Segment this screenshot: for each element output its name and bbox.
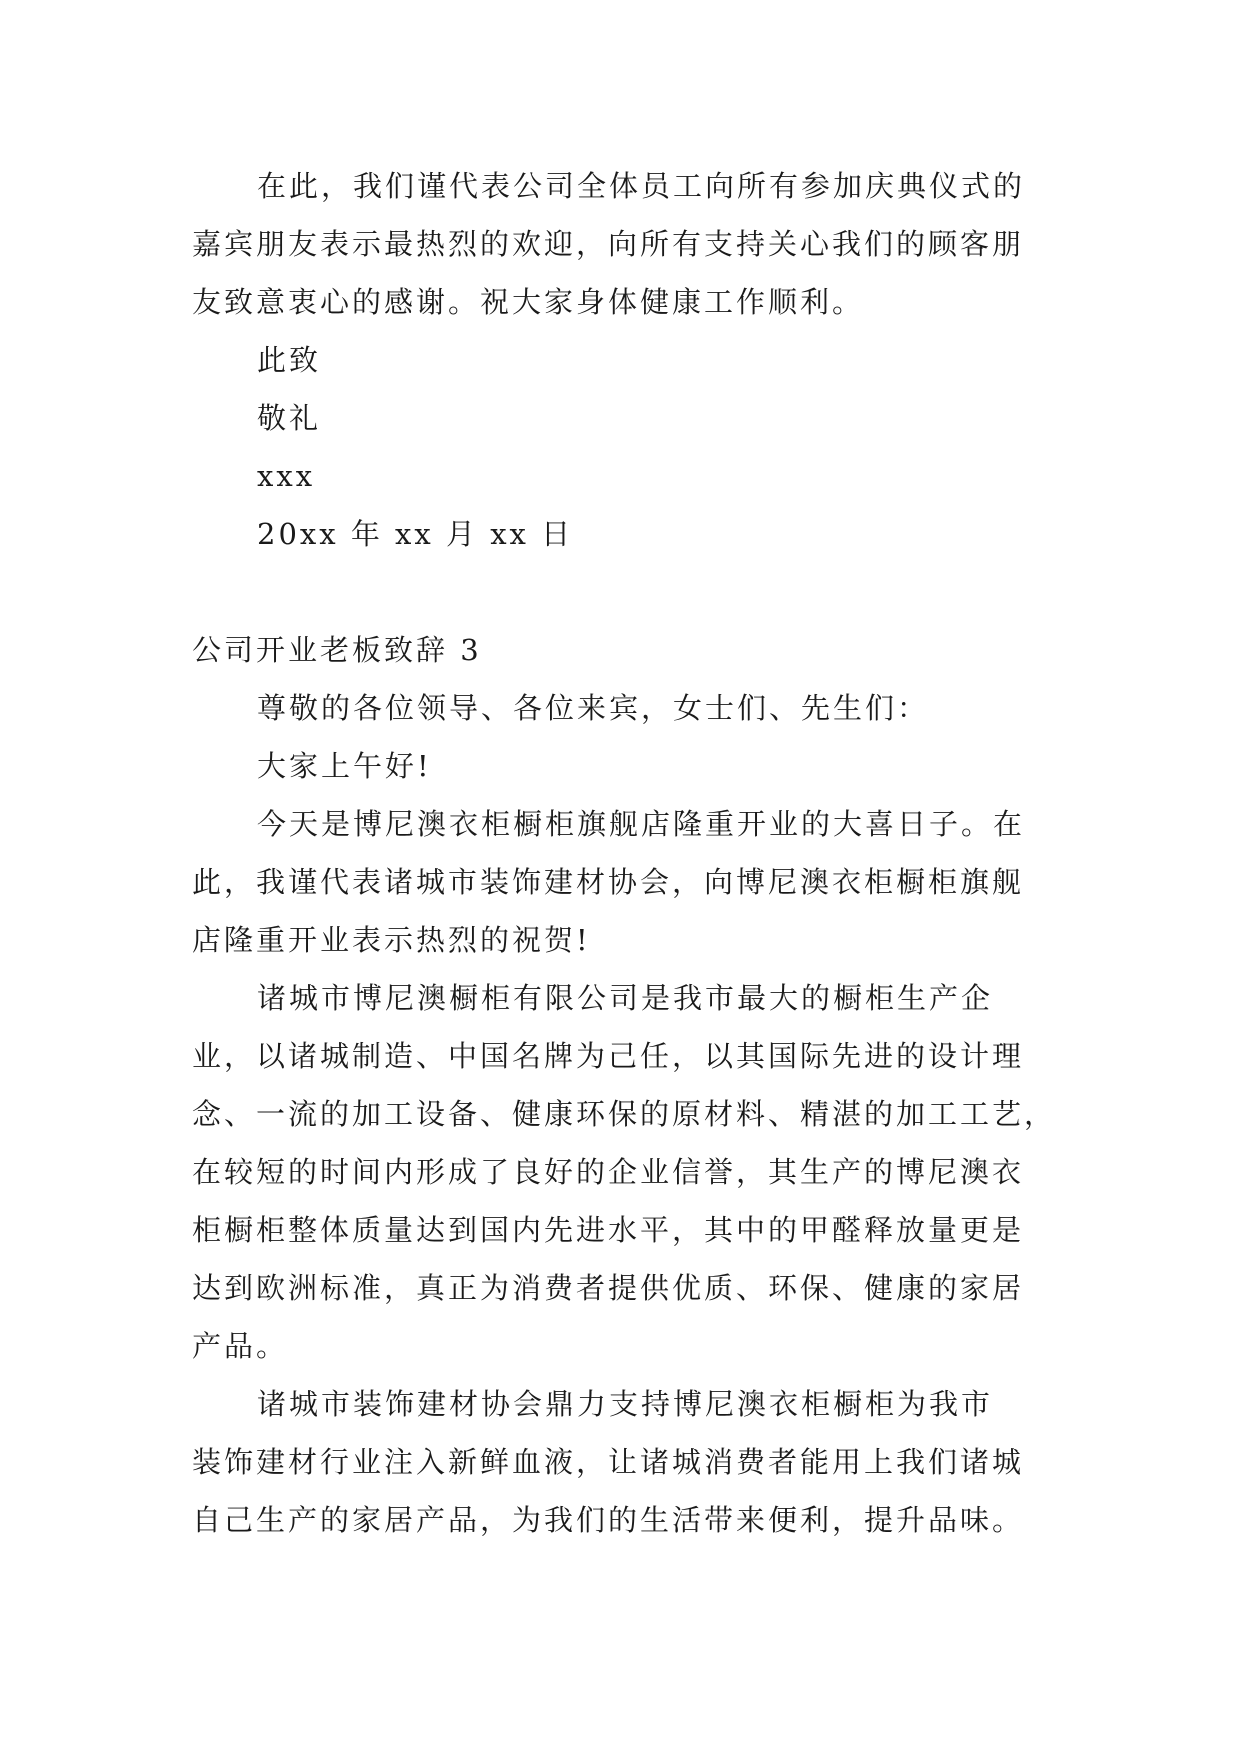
paragraph-line: 自己生产的家居产品，为我们的生活带来便利，提升品味。 [192, 1503, 1025, 1537]
paragraph-line: 产品。 [192, 1329, 289, 1363]
paragraph-line: 业，以诸城制造、中国名牌为己任，以其国际先进的设计理 [192, 1039, 1025, 1073]
paragraph-line: 诸城市博尼澳橱柜有限公司是我市最大的橱柜生产企 [257, 981, 994, 1015]
paragraph-line: 嘉宾朋友表示最热烈的欢迎，向所有支持关心我们的顾客朋 [192, 227, 1025, 261]
paragraph-line: 达到欧洲标准，真正为消费者提供优质、环保、健康的家居 [192, 1271, 1025, 1305]
paragraph-line: 念、一流的加工设备、健康环保的原材料、精湛的加工工艺， [192, 1097, 1057, 1131]
paragraph-line: 诸城市装饰建材协会鼎力支持博尼澳衣柜橱柜为我市 [257, 1387, 994, 1421]
paragraph-line: 在较短的时间内形成了良好的企业信誉，其生产的博尼澳衣 [192, 1155, 1025, 1189]
paragraph-line: 今天是博尼澳衣柜橱柜旗舰店隆重开业的大喜日子。在 [257, 807, 1026, 841]
section-title: 公司开业老板致辞 3 [192, 633, 482, 667]
salutation: 尊敬的各位领导、各位来宾，女士们、先生们： [257, 691, 930, 725]
paragraph-line: 店隆重开业表示热烈的祝贺! [192, 923, 591, 957]
paragraph-line: 柜橱柜整体质量达到国内先进水平，其中的甲醛释放量更是 [192, 1213, 1025, 1247]
date-line: 20xx 年 xx 月 xx 日 [257, 517, 574, 551]
closing-line: 敬礼 [257, 401, 322, 435]
paragraph-line: 此，我谨代表诸城市装饰建材协会，向博尼澳衣柜橱柜旗舰 [192, 865, 1025, 899]
greeting: 大家上午好! [257, 749, 432, 783]
paragraph-line: 友致意衷心的感谢。祝大家身体健康工作顺利。 [192, 285, 865, 319]
signature: xxx [257, 459, 316, 493]
closing-line: 此致 [257, 343, 322, 377]
paragraph-line: 装饰建材行业注入新鲜血液，让诸城消费者能用上我们诸城 [192, 1445, 1025, 1479]
paragraph-line: 在此，我们谨代表公司全体员工向所有参加庆典仪式的 [257, 169, 1026, 203]
